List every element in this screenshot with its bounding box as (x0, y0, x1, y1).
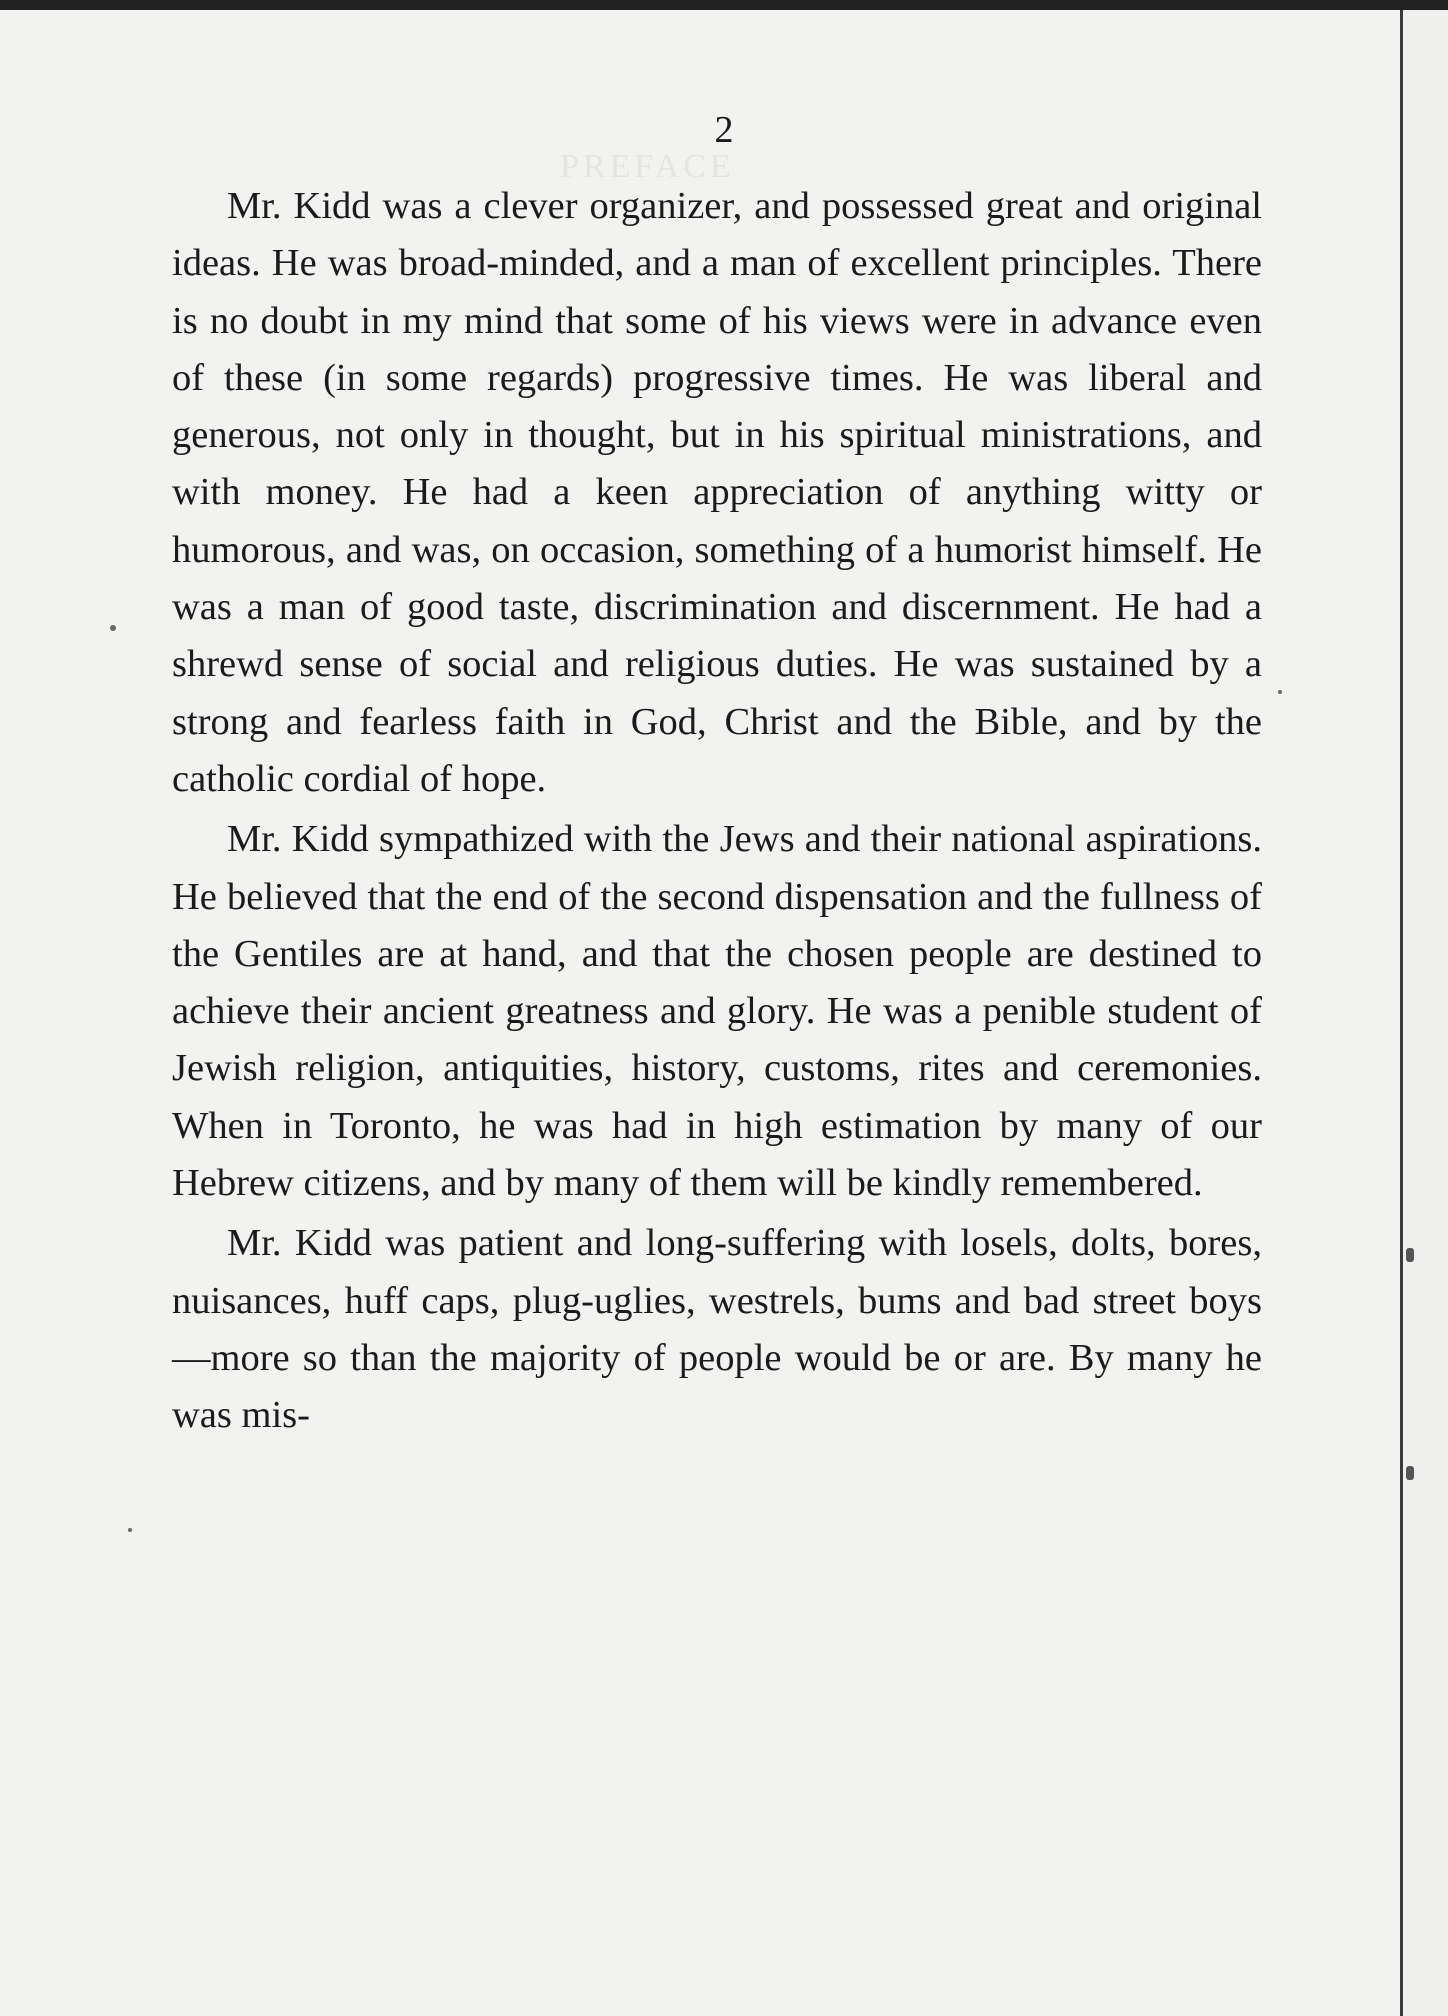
scan-speck (110, 625, 116, 631)
page-number: 2 (714, 109, 734, 151)
body-text (172, 178, 1262, 1448)
facing-page-edge (1400, 10, 1448, 2016)
scan-speck (128, 1528, 132, 1532)
paragraph: Mr. Kidd was patient and long-suffering with losels, dolts, bores, nuisances, huff caps, plug-uglies, westrels, bums and bad street boys—more so than the majority of people would be or are. By many he was mis- (172, 1222, 1262, 1437)
binding-mark (1406, 1466, 1414, 1480)
scan-border (0, 0, 1448, 10)
binding-mark (1406, 1248, 1414, 1262)
paragraph: Mr. Kidd was a clever organizer, and possessed great and original ideas. He was broad-minded, and a man of excellent principles. There is no doubt in my mind that some of his views were in advance even of these (in some regards) progressive times. He was liberal and generous, not only in thought, but in his spiritual ministrations, and with money. He had a keen appreciation of anything witty or humorous, and was, on occasion, something of a humorist himself. He was a man of good taste, discrimination and discernment. He had a shrewd sense of social and religious duties. He was sustained by a strong and fearless faith in God, Christ and the Bible, and by the catholic cordial of hope. (172, 185, 1262, 800)
scan-speck (1278, 690, 1282, 694)
paragraph: Mr. Kidd sympathized with the Jews and their national aspirations. He believed that the end of the second dispensation and the fullness of the Gentiles are at hand, and that the chosen people are destined to achieve their ancient greatness and glory. He was a penible student of Jewish religion, antiquities, history, customs, rites and ceremonies. When in Toronto, he was had in high estimation by many of our Hebrew citizens, and by many of them will be kindly remembered. (172, 818, 1262, 1205)
bleed-through-heading: PREFACE (560, 148, 735, 185)
